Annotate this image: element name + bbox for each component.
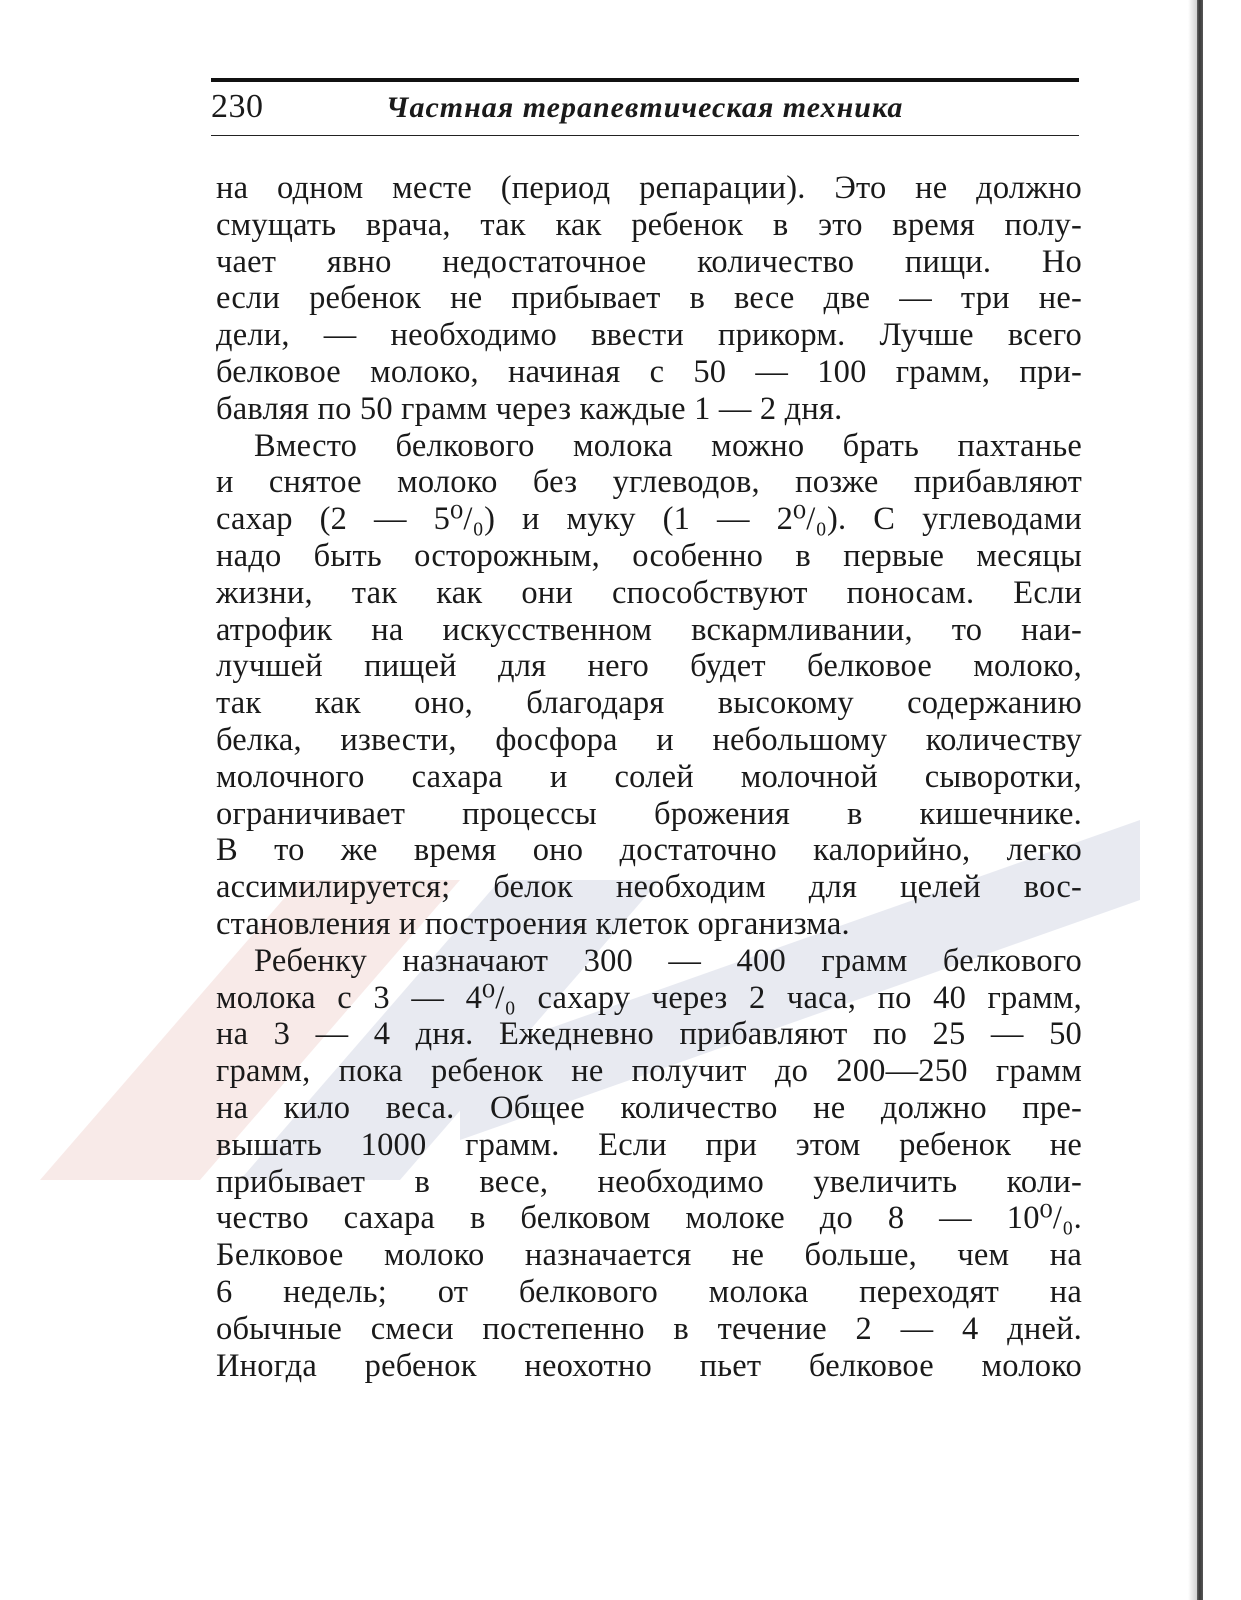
text-line: Иногда ребенок неохотно пьет белковое молоко bbox=[216, 1347, 1082, 1384]
text-line: чество сахара в белковом молоке до 8 — 10⁰/₀. bbox=[216, 1200, 1082, 1237]
text-line: надо быть осторожным, особенно в первые месяцы bbox=[216, 537, 1082, 574]
text-line: если ребенок не прибывает в весе две — три не- bbox=[216, 280, 1082, 317]
text-line: молока с 3 — 4⁰/₀ сахару через 2 часа, по 40 грамм, bbox=[216, 979, 1082, 1016]
text-line: прибывает в весе, необходимо увеличить коли- bbox=[216, 1163, 1082, 1200]
text-line: грамм, пока ребенок не получит до 200—250 грамм bbox=[216, 1053, 1082, 1090]
text-line: В то же время оно достаточно калорийно, легко bbox=[216, 832, 1082, 869]
text-line: на одном месте (период репарации). Это не должно bbox=[216, 170, 1082, 206]
text-line: и снятое молоко без углеводов, позже прибавляют bbox=[216, 464, 1082, 501]
text-line: атрофик на искусственном вскармливании, то наи- bbox=[216, 611, 1082, 648]
text-line: чает явно недостаточное количество пищи. Но bbox=[216, 243, 1082, 280]
page-header bbox=[211, 78, 1079, 136]
text-line: бавляя по 50 грамм через каждые 1 — 2 дня. bbox=[216, 390, 843, 427]
text-line: на 3 — 4 дня. Ежедневно прибавляют по 25 — 50 bbox=[216, 1016, 1082, 1053]
page-gutter-edge bbox=[1197, 0, 1203, 1600]
text-line: 6 недель; от белкового молока переходят на bbox=[216, 1273, 1082, 1310]
text-line: белковое молоко, начиная с 50 — 100 грамм, при- bbox=[216, 353, 1082, 390]
text-line: ограничивает процессы брожения в кишечнике. bbox=[216, 795, 1082, 832]
text-line: обычные смеси постепенно в течение 2 — 4 дней. bbox=[216, 1310, 1082, 1347]
text-line: жизни, так как они способствуют поносам. Если bbox=[216, 574, 1082, 611]
text-line: на кило веса. Общее количество не должно пре- bbox=[216, 1089, 1082, 1126]
text-line: белка, извести, фосфора и небольшому количеству bbox=[216, 721, 1082, 758]
text-line: так как оно, благодаря высокому содержанию bbox=[216, 685, 1082, 722]
page-gutter-shadow bbox=[1188, 0, 1197, 1600]
text-line: Вместо белкового молока можно брать пахтанье bbox=[254, 427, 1082, 464]
text-line: молочного сахара и солей молочной сыворотки, bbox=[216, 758, 1082, 795]
text-line: сахар (2 — 5⁰/₀) и муку (1 — 2⁰/₀). С углеводами bbox=[216, 501, 1082, 538]
running-title: Частная терапевтическая техника bbox=[386, 91, 904, 124]
text-line: смущать врача, так как ребенок в это время полу- bbox=[216, 206, 1082, 243]
page-number: 230 bbox=[211, 88, 264, 125]
text-line: становления и построения клеток организма. bbox=[216, 905, 850, 942]
text-line: вышать 1000 грамм. Если при этом ребенок не bbox=[216, 1126, 1082, 1163]
body-text bbox=[216, 170, 1082, 1384]
text-line: Белковое молоко назначается не больше, чем на bbox=[216, 1237, 1082, 1274]
text-line: дели, — необходимо ввести прикорм. Лучше всего bbox=[216, 317, 1082, 354]
text-line: лучшей пищей для него будет белковое молоко, bbox=[216, 648, 1082, 685]
text-line: Ребенку назначают 300 — 400 грамм белкового bbox=[254, 942, 1082, 979]
text-line: ассимилируется; белок необходим для целей вос- bbox=[216, 869, 1082, 906]
